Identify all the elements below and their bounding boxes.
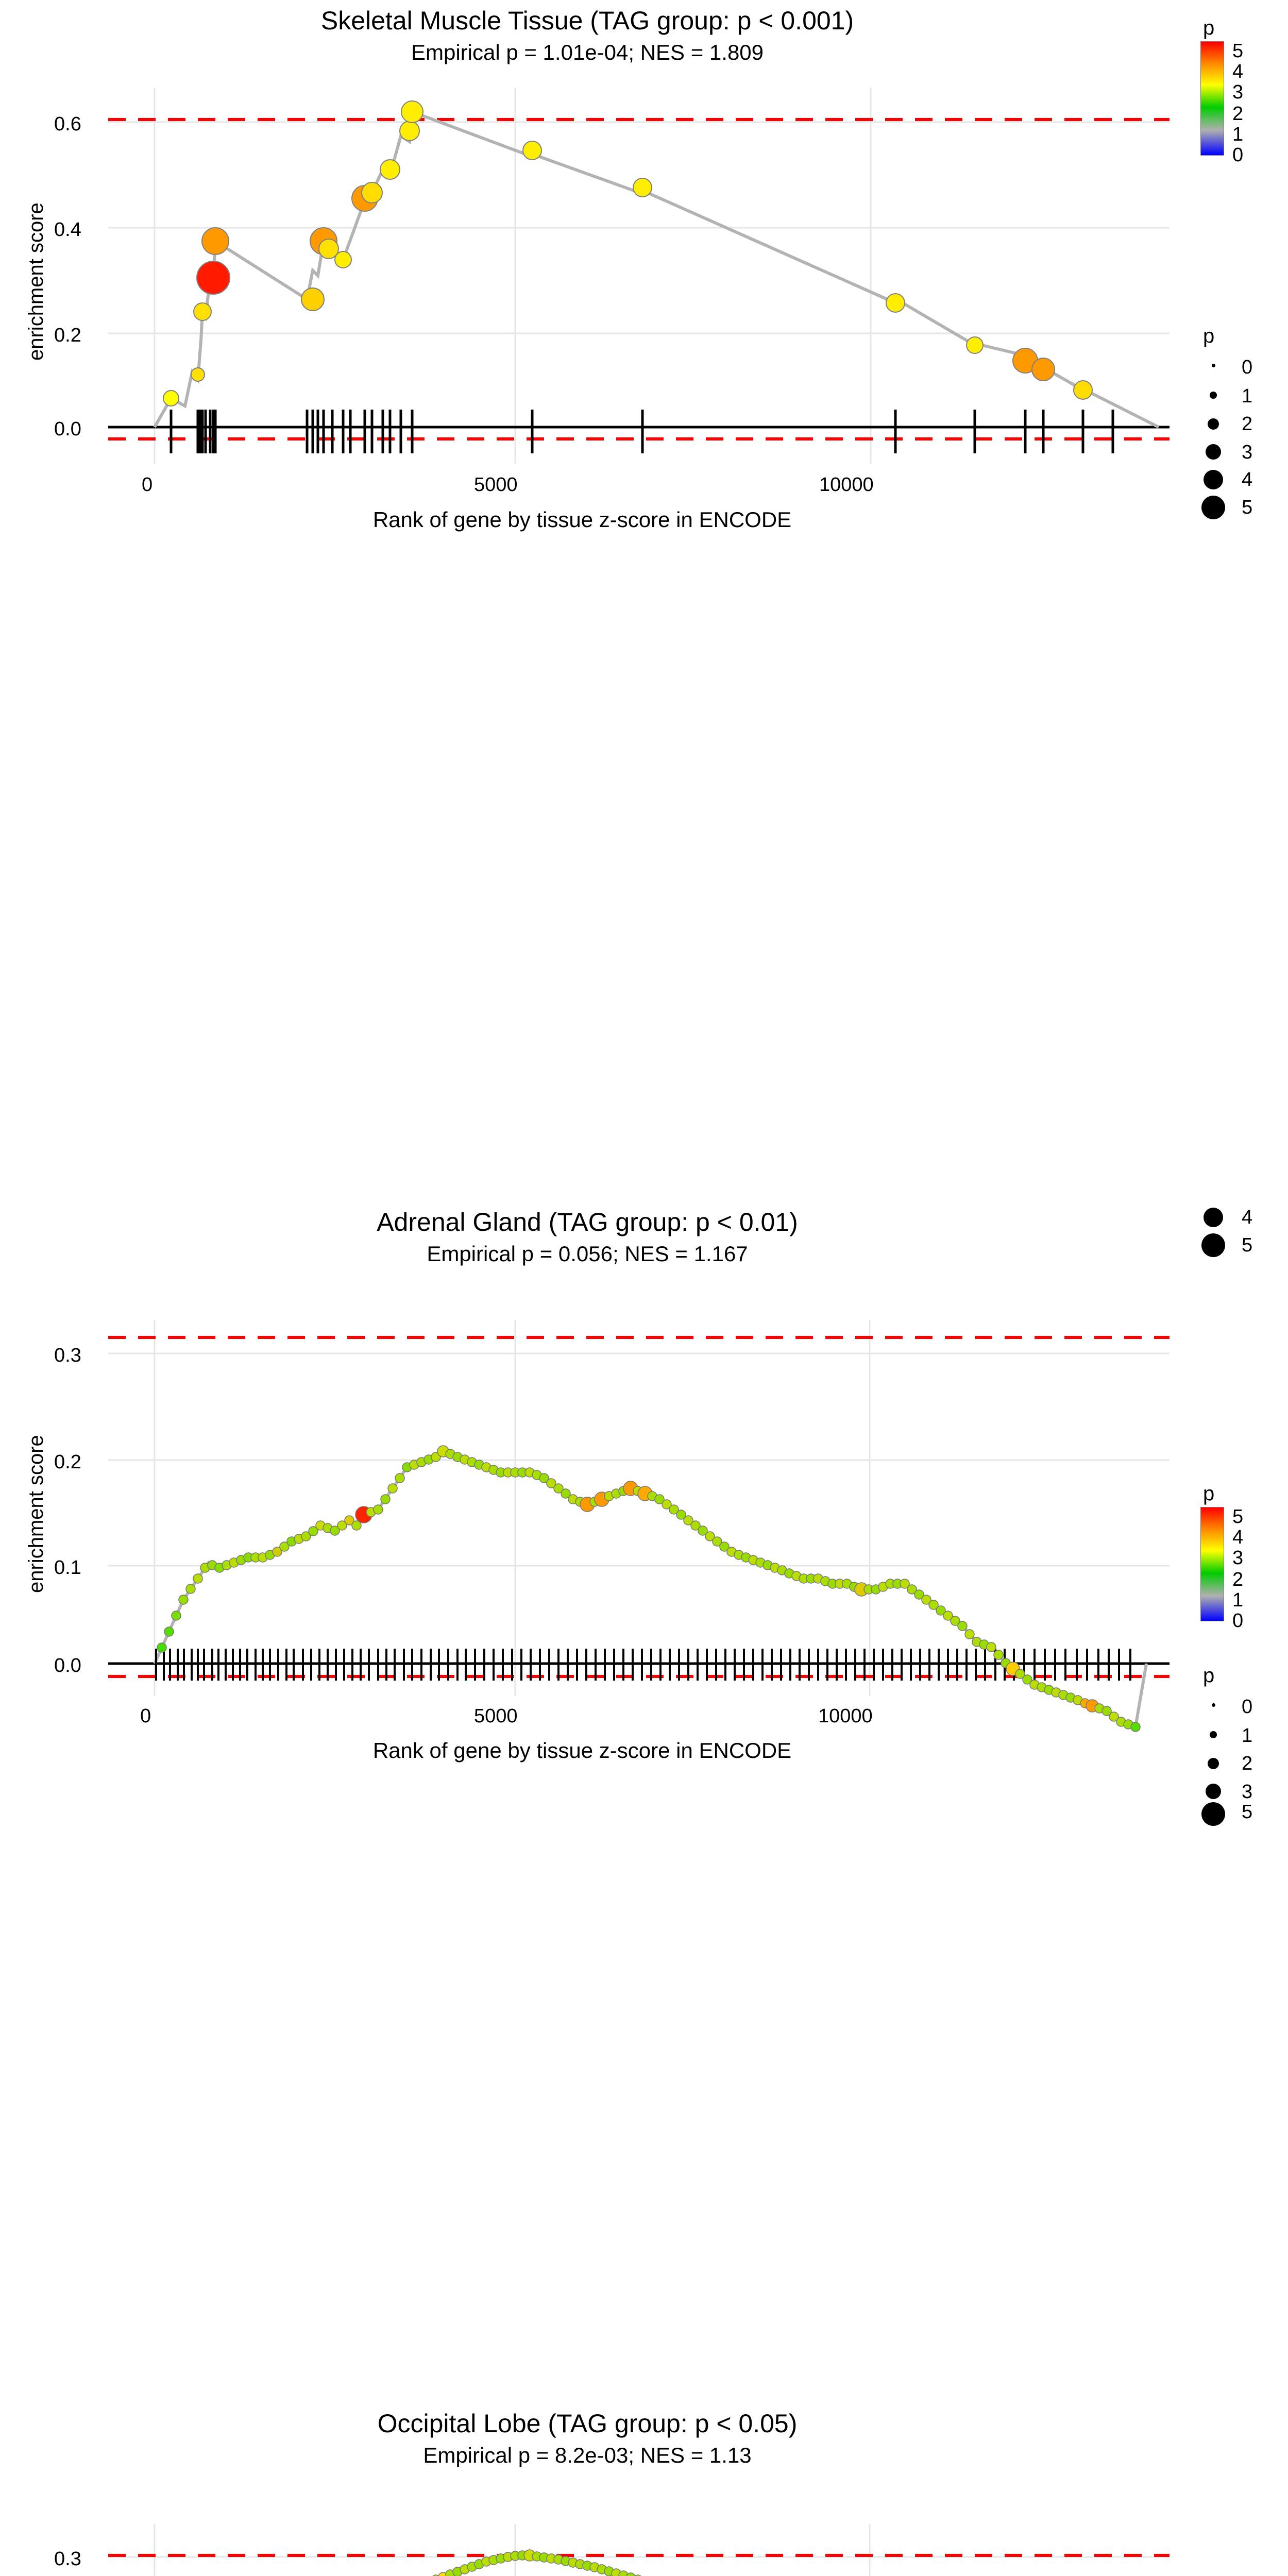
panel-2-size-label-5: 5 [1242,1234,1253,1256]
panel-2-color-label-0: 0 [1232,1610,1244,1632]
panel-2-color-label-3: 3 [1232,1547,1244,1569]
panel-occipital-lobe [0,2403,1288,2576]
panel-2-color-label-4: 4 [1232,1527,1244,1548]
panel-2-ylabel: enrichment score [25,1435,47,1593]
panel-2-ytick-1: 0.1 [54,1557,81,1579]
panel-1-size-label-2: 2 [1242,413,1253,435]
panel-2-colorbar [1200,1507,1224,1621]
panel-2-color-label-5: 5 [1232,1506,1244,1528]
panel-1-xtick-0: 0 [142,474,153,496]
panel-2-xtick-2: 10000 [818,1705,873,1727]
panel-2-size-label-3: 3 [1242,1781,1253,1803]
panel-1-subtitle: Empirical p = 1.01e-04; NES = 1.809 [411,40,764,64]
panel-1-size-label-3: 3 [1242,442,1253,463]
panel-1-size-legend-title: p [1203,325,1215,347]
panel-3-size-dot-5 [1201,1802,1225,1826]
panel-1-size-dot-1 [1210,392,1217,399]
panel-2-title: Adrenal Gland (TAG group: p < 0.01) [377,1208,798,1236]
panel-2-size-label-0: 0 [1242,1696,1253,1718]
panel-1-xtick-2: 10000 [819,474,874,496]
panel-2-plot [0,1201,1288,1802]
panel-1-color-legend-title: p [1203,16,1215,39]
panel-2-ytick-3: 0.3 [54,1345,81,1366]
panel-3-title: Occipital Lobe (TAG group: p < 0.05) [377,2409,798,2438]
panel-1-plot [0,0,1288,601]
panel-2-color-label-1: 1 [1232,1589,1244,1611]
panel-2-ytick-0: 0.0 [54,1655,81,1676]
panel-1-xtick-1: 5000 [474,474,518,496]
panel-2-color-label-2: 2 [1232,1569,1244,1590]
panel-2-size-dot-1 [1210,1731,1217,1738]
panel-1-ytick-1: 0.2 [54,325,81,346]
panel-1-color-label-4: 4 [1232,61,1244,82]
panel-1-ytick-0: 0.0 [54,418,81,440]
panel-1-size-dot-4 [1204,470,1223,489]
panel-1-size-dot-3 [1206,444,1221,460]
panel-1-colorbar [1200,41,1224,156]
panel-3-subtitle: Empirical p = 8.2e-03; NES = 1.13 [423,2443,752,2467]
panel-2-size-label-4: 4 [1242,1207,1253,1228]
panel-1-size-dot-0 [1212,364,1215,367]
panel-2-size-label-2: 2 [1242,1753,1253,1774]
panel-adrenal-gland [0,1201,1288,1802]
panel-2-size-label-1: 1 [1242,1725,1253,1747]
panel-1-ylabel: enrichment score [25,202,47,361]
panel-1-size-label-5: 5 [1242,497,1253,518]
panel-1-color-label-5: 5 [1232,40,1244,62]
panel-1-color-label-2: 2 [1232,103,1244,125]
panel-1-size-label-4: 4 [1242,469,1253,490]
panel-3-plot [0,2403,1288,2576]
panel-3-size-label-5: 5 [1242,1801,1253,1823]
panel-2-subtitle: Empirical p = 0.056; NES = 1.167 [427,1242,748,1266]
panel-1-size-label-0: 0 [1242,357,1253,378]
panel-2-ytick-2: 0.2 [54,1451,81,1473]
panel-2-xtick-1: 5000 [474,1705,518,1727]
panel-1-xlabel: Rank of gene by tissue z-score in ENCODE [372,507,792,532]
panel-1-size-label-1: 1 [1242,385,1253,407]
panel-2-size-dot-2 [1208,1758,1219,1769]
panel-1-size-dot-5 [1201,496,1225,519]
panel-2-canvas [0,1201,1288,1802]
panel-1-color-label-1: 1 [1232,124,1244,145]
panel-1-color-label-0: 0 [1232,144,1244,166]
panel-2-size-legend-title: p [1203,1664,1215,1687]
panel-1-ytick-2: 0.4 [54,219,81,241]
panel-1-size-dot-2 [1208,418,1219,430]
panel-2-xtick-0: 0 [140,1705,151,1727]
panel-1-color-label-3: 3 [1232,81,1244,103]
panel-1-ytick-3: 0.6 [54,113,81,135]
panel-2-xlabel: Rank of gene by tissue z-score in ENCODE [372,1738,792,1762]
panel-2-size-dot-3 [1206,1784,1221,1799]
panel-3-canvas [0,2403,1288,2576]
panel-skeletal-muscle [0,0,1288,601]
panel-2-color-legend-title: p [1203,1482,1215,1505]
panel-1-title: Skeletal Muscle Tissue (TAG group: p < 0.001) [320,6,854,35]
panel-1-canvas [0,0,1288,601]
panel-3-ytick-3: 0.3 [54,2548,81,2570]
panel-2-size-dot-0 [1212,1703,1215,1707]
